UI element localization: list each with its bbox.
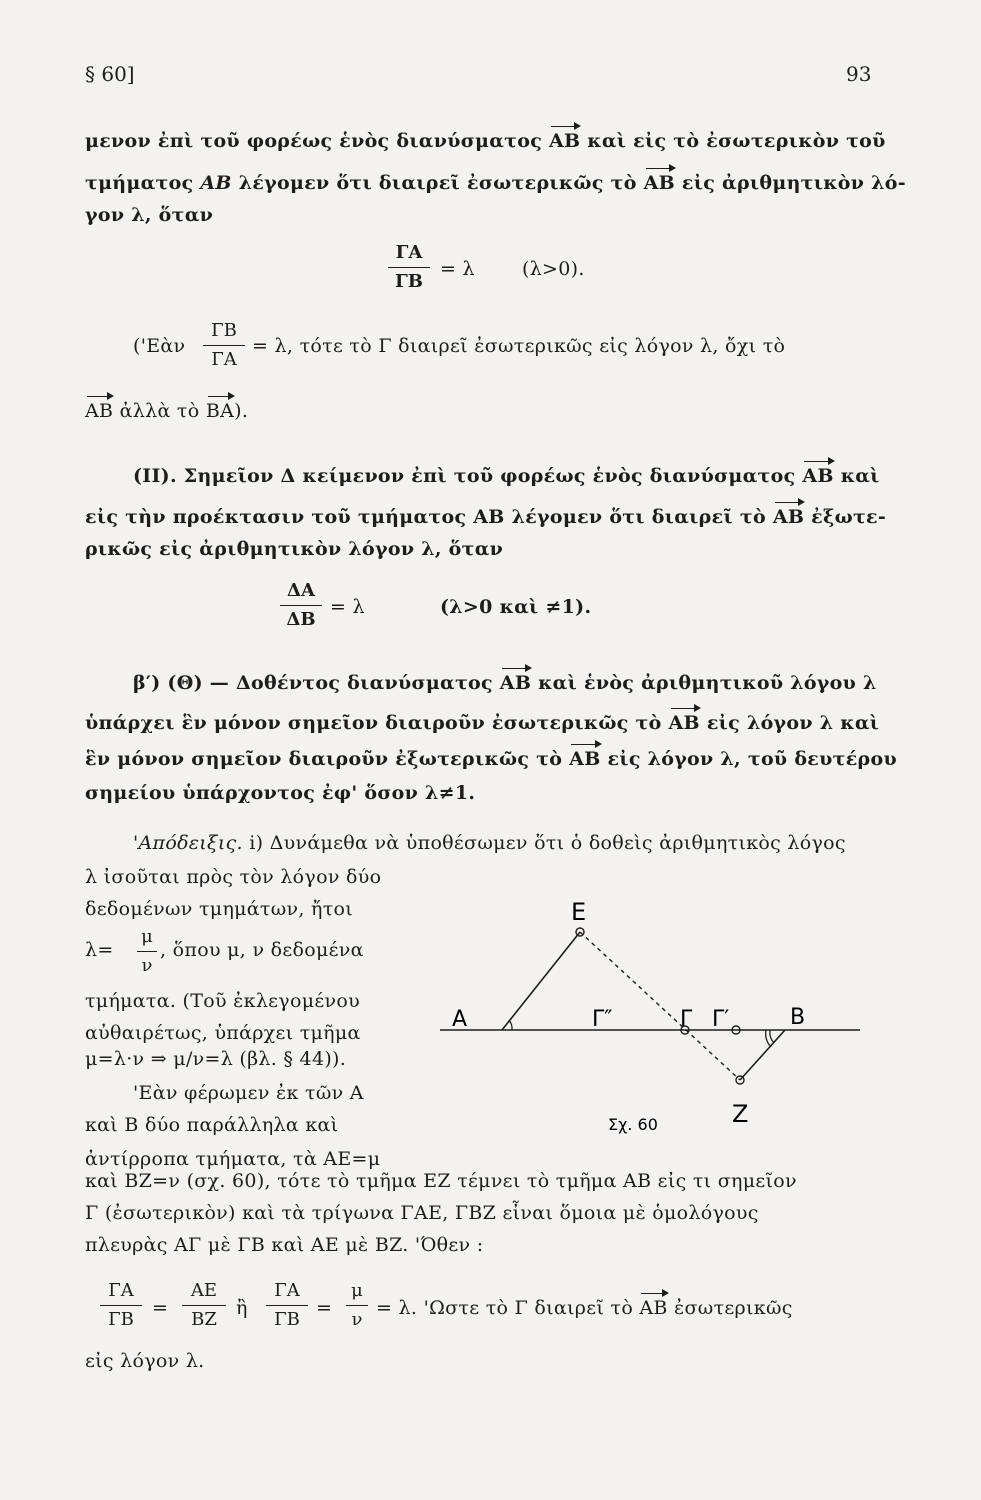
segment-ae [502, 932, 580, 1030]
formula-rhs: = λ [440, 258, 475, 280]
label-g: Γ [680, 1007, 693, 1032]
theorem-line3: ἓν μόνον σημεῖον διαιροῦν ἐξωτερικῶς τὸ AB εἰς λόγον λ, τοῦ δευτέρου [85, 748, 897, 770]
vector-ab: AB [639, 1297, 668, 1319]
figure-60 [440, 890, 870, 1140]
proof-line12: Γ (ἐσωτερικὸν) καὶ τὰ τρίγωνα ΓΑΕ, ΓΒΖ εἶναι ὅμοια μὲ ὁμολόγους [85, 1202, 759, 1224]
proof-line7: μ=λ·ν ⇒ μ/ν=λ (βλ. § 44)). [85, 1048, 347, 1070]
label-g1: Γ′ [712, 1007, 730, 1032]
p2-line1: (II). Σημεῖον Δ κείμενον ἐπὶ τοῦ φορέως ἑνὸς διανύσματος AB καὶ [133, 465, 880, 487]
page-number: 93 [846, 62, 872, 86]
theorem-line2: ὑπάρχει ἓν μόνον σημεῖον διαιροῦν ἐσωτερικῶς τὸ AB εἰς λόγον λ καὶ [85, 712, 880, 734]
fraction-ga-gb: ΓΑ ΓΒ [388, 242, 430, 293]
vector-ab: AB [499, 672, 532, 694]
p2-line3: ρικῶς εἰς ἀριθμητικὸν λόγον λ, ὅταν [85, 538, 504, 560]
label-a: A [452, 1007, 468, 1032]
segment-ez [580, 932, 740, 1080]
fraction-mu-nu-2: μ ν [346, 1280, 368, 1331]
last-line: εἰς λόγον λ. [85, 1350, 205, 1372]
formula-condition: (λ>0). [522, 258, 585, 280]
fraction-da-db: ΔΑ ΔΒ [280, 580, 322, 631]
label-e: E [571, 898, 587, 926]
formula3-tail: = λ. 'Ωστε τὸ Γ διαιρεῖ τὸ AB ἐσωτερικῶς [376, 1297, 793, 1319]
proof-line4: , ὅπου μ, ν δεδομένα [160, 939, 364, 961]
proof-line5: τμήματα. (Τοῦ ἐκλεγομένου [85, 990, 360, 1012]
vector-ab: AB [569, 748, 601, 770]
note-open: ('Εὰν [133, 335, 186, 357]
proof-line1: 'Απόδειξις. i) Δυνάμεθα νὰ ὑποθέσωμεν ὅτι ὁ δοθεὶς ἀριθμητικὸς λόγος [133, 832, 846, 854]
note-text: = λ, τότε τὸ Γ διαιρεῖ ἐσωτερικῶς εἰς λόγον λ, ὄχι τὸ [252, 335, 786, 357]
equals-sign: = [316, 1297, 333, 1319]
p1-line1: μενον ἐπὶ τοῦ φορέως ἑνὸς διανύσματος AB καὶ εἰς τὸ ἐσωτερικὸν τοῦ [85, 130, 886, 152]
theorem-line1: β′) (Θ) — Δοθέντος διανύσματος AB καὶ ἑνὸς ἀριθμητικοῦ λόγου λ [133, 672, 877, 694]
label-g2: Γ″ [592, 1007, 613, 1032]
fraction-ga-gb-2: ΓΑ ΓΒ [100, 1280, 142, 1331]
proof-line11: καὶ BZ=ν (σχ. 60), τότε τὸ τμῆμα EZ τέμνει τὸ τμῆμα AB εἰς τι σημεῖον [85, 1170, 797, 1192]
angle-a [509, 1020, 512, 1030]
fraction-gb-ga: ΓΒ ΓΑ [203, 320, 245, 371]
equals-sign: = [152, 1297, 169, 1319]
vector-ab: AB [668, 712, 700, 734]
proof-line6: αὐθαιρέτως, ὑπάρχει τμῆμα [85, 1022, 361, 1044]
proof-line2: λ ἰσοῦται πρὸς τὸν λόγον δύο [85, 866, 382, 888]
p2-line2: εἰς τὴν προέκτασιν τοῦ τμήματος AB λέγομεν ὅτι διαιρεῖ τὸ AB ἐξωτε- [85, 506, 887, 528]
proof-lambda: λ= [85, 939, 114, 961]
theorem-line4: σημείου ὑπάρχοντος ἐφ' ὅσον λ≠1. [85, 782, 476, 804]
proof-line10: ἀντίρροπα τμήματα, τὰ AE=μ [85, 1148, 381, 1170]
angle-b [770, 1030, 774, 1043]
label-z: Z [732, 1100, 749, 1128]
formula2-rhs: = λ [330, 596, 365, 618]
fraction-ga-gb-3: ΓΑ ΓΒ [266, 1280, 308, 1331]
figure-caption: Σχ. 60 [608, 1115, 658, 1134]
vector-ab: AB [548, 130, 581, 152]
formula2-condition: (λ>0 καὶ ≠1). [440, 596, 592, 618]
fraction-mu-nu: μ ν [137, 926, 157, 977]
proof-line3: δεδομένων τμημάτων, ἤτοι [85, 898, 354, 920]
note-line2: AB ἀλλὰ τὸ BA). [85, 400, 249, 422]
or-word: ἢ [236, 1297, 248, 1319]
segment-bz [740, 1030, 785, 1080]
label-b: B [790, 1005, 806, 1030]
fraction-ae-bz: AE BZ [182, 1280, 226, 1331]
vector-ab: AB [802, 465, 834, 487]
section-header: § 60] [85, 62, 135, 86]
p1-line3: γον λ, ὅταν [85, 204, 214, 226]
vector-ba: BA [205, 400, 235, 422]
vector-ab: AB [85, 400, 114, 422]
proof-line13: πλευρὰς AΓ μὲ ΓΒ καὶ AE μὲ BZ. 'Όθεν : [85, 1234, 484, 1256]
p1-line2: τμήματος AB λέγομεν ὅτι διαιρεῖ ἐσωτερικῶς τὸ AB εἰς ἀριθμητικὸν λό- [85, 172, 906, 194]
vector-ab: AB [772, 506, 805, 528]
proof-line8: 'Εὰν φέρωμεν ἐκ τῶν A [133, 1082, 364, 1104]
vector-ab: AB [643, 172, 675, 194]
proof-line9: καὶ B δύο παράλληλα καὶ [85, 1114, 339, 1136]
